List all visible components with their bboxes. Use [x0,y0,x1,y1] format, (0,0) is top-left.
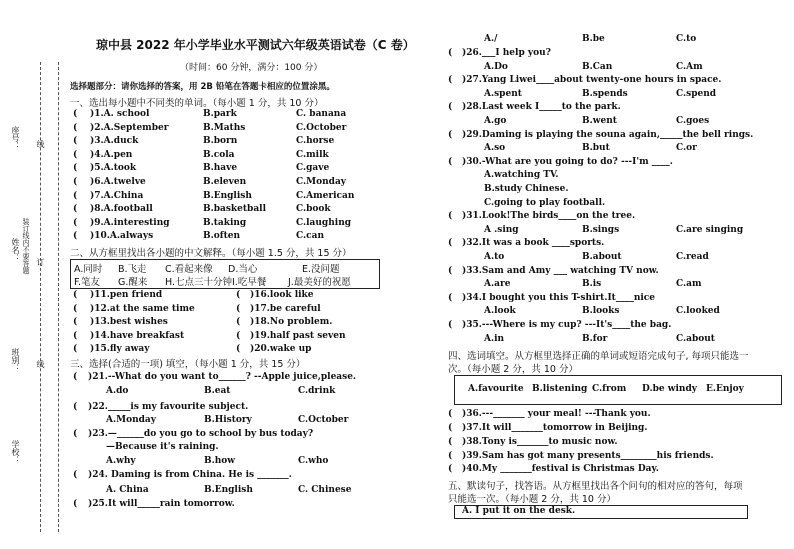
option: A. China [106,484,149,495]
option-item: B.飞走 [118,264,147,275]
answer-blank[interactable]: ( [73,330,78,341]
option: A.look [484,306,516,317]
option-item: D.当心 [228,264,258,275]
option-c: C.laughing [296,217,352,228]
option: C.read [676,252,709,262]
question-40: )40.My _______festival is Christmas Day. [462,464,659,475]
answer-blank[interactable]: ( [73,136,78,147]
option-b: B.eleven [203,177,247,187]
question-item: )15.fly away [90,344,150,355]
option: A.to [484,252,505,262]
option-item: A.同时 [74,264,103,275]
option: C.or [676,143,697,154]
question-number-option-a: )2.A.September [90,122,169,133]
option: B.Can [582,61,613,72]
option: C.who [298,456,329,466]
option-b: B.have [203,163,238,174]
question-item: )17.be careful [250,303,321,314]
option-c: C.October [296,122,347,133]
binding-line-inner [58,62,59,532]
line-marker-bottom: 线 [36,360,45,368]
option: C. Chinese [298,484,352,495]
option-c: C.gave [296,163,330,174]
exam-title: 琼中县 2022 年小学毕业水平测试六年级英语试卷（C 卷） [96,38,415,52]
answer-blank[interactable]: ( [73,177,78,187]
option: B.be [582,34,605,44]
option: B.History [204,415,252,425]
answer-blank[interactable]: ( [448,436,453,447]
question-item: )11.pen friend [90,290,163,300]
question-35: )35.---Where is my cup? ---It's____the bag. [462,320,672,330]
answer-blank[interactable]: ( [448,211,453,222]
answer-blank[interactable]: ( [73,470,78,480]
section3-heading: 三、选择(合适的一项) 填空，（每小题 1 分，共 15 分） [70,359,306,370]
question-33: )33.Sam and Amy ___ watching TV now. [462,265,659,276]
answer-blank[interactable]: ( [448,450,453,461]
option-c: C.horse [296,136,335,147]
question-number-option-a: )6.A.twelve [90,177,146,187]
option: B.how [204,456,236,466]
answer-blank[interactable]: ( [448,75,453,86]
option: B.spends [582,88,628,99]
option-c: C. banana [296,109,347,119]
question-number-option-a: )7.A.China [90,190,144,201]
question-30: )30.-What are you going to do? ---I'm ____. [462,156,673,167]
option-b: B.basketball [203,204,267,215]
answer-blank[interactable]: ( [448,423,453,433]
option: B.but [582,143,610,154]
answer-blank[interactable]: ( [73,372,78,382]
answer-blank[interactable]: ( [73,149,78,160]
answer-blank[interactable]: ( [448,292,453,303]
option: A .sing [484,224,519,235]
answer-blank[interactable]: ( [73,231,78,242]
option-item: F.笔友 [74,277,100,288]
question-item: )14.have breakfast [90,330,185,341]
seat-label: 座号： [11,126,20,150]
answer-blank[interactable]: ( [236,330,241,341]
option-c: C.book [296,204,331,215]
question-38: )38.Tony is_______to music now. [462,436,618,447]
section5-heading: 五、默读句子，找答语。从方框里找出各个问句的相对应的答句，每项 [448,481,743,493]
option-item: E.没问题 [302,264,340,275]
section1-heading: 一、选出每小题中不同类的单词。（每小题 1 分，共 10 分） [70,98,324,109]
answer-blank[interactable]: ( [236,303,241,314]
option: A./ [484,34,498,44]
binding-note: 装订线内不要答题 [22,218,30,274]
question-number-option-a: )9.A.interesting [90,217,170,228]
option: A.so [484,143,506,154]
answer-blank[interactable]: ( [236,317,241,328]
option: A.in [484,333,505,344]
answer-blank[interactable]: ( [236,344,241,355]
option-b: B.taking [203,217,247,228]
section2-heading: 二、从方框里找出各小题的中文解释。（每小题 1.5 分，共 15 分） [70,248,352,259]
option: B.sings [582,224,620,235]
question-number-option-a: )4.A.pen [90,149,133,160]
answer-blank[interactable]: ( [448,265,453,276]
option: C.am [676,279,702,290]
option: C.looked [676,306,720,317]
option-b: B.cola [203,149,235,160]
answer-blank[interactable]: ( [448,464,453,475]
answer-blank[interactable]: ( [448,48,453,58]
option: B.eat [204,385,231,396]
instruction-text: 选择题部分：请你选择的答案，用 2B 铅笔在答题卡相应的位置涂黑。 [70,82,335,92]
option-c: C.milk [296,149,329,160]
option: C.to [676,34,697,44]
question-29: )29.Daming is playing the souna again,_____the bell rings. [462,129,754,140]
option: B.looks [582,306,620,317]
question-item: )12.at the same time [90,303,195,314]
question-number-option-a: )10.A.always [90,231,154,242]
question-37: )37.It will_______tomorrow in Beijing. [462,423,648,433]
option-b: B.park [203,109,237,119]
option: B.went [582,116,617,126]
option-item: B.listening [532,384,588,395]
question-number-option-a: )5.A.took [90,163,137,174]
question-24: )24. Daming is from China. He is _______. [88,470,292,480]
answer-blank[interactable]: ( [73,290,78,300]
question-39: )39.Sam has got many presents________his friends. [462,450,714,461]
option: A.go [484,116,507,126]
exam-subtitle: （时间：60 分钟，满分：100 分） [180,63,323,73]
section4-heading: 四、选词填空。从方框里选择正确的单词或短语完成句子, 每项只能选一 [448,351,749,363]
option-c: C.can [296,231,324,242]
option-item: C.看起来像 [165,264,213,275]
question-number-option-a: )8.A.football [90,204,153,215]
option: C.October [298,415,349,425]
answer-blank[interactable]: ( [448,129,453,140]
question-22: )22._____is my favourite subject. [88,401,249,412]
answer-blank[interactable]: ( [448,238,453,249]
option: A.Do [484,61,508,72]
option: C.goes [676,116,710,126]
option: C.drink [298,385,336,396]
question-32: )32.It was a book ____sports. [462,238,605,249]
class-label: 班别： [11,348,20,372]
answer-blank[interactable]: ( [236,290,241,300]
option-b: B.often [203,231,241,242]
question-21: )21.--What do you want to______? --Apple juice,please. [88,372,357,382]
option: B.for [582,333,608,344]
school-label: 学校： [11,440,20,464]
question-36: )36.---_______ your meal! ---Thank you. [462,409,651,420]
option: A.are [484,279,511,290]
option-item: E.Enjoy [706,384,744,395]
line-marker-top: 线 [36,140,45,148]
section5-heading-cont: 只能选一次。（每小题 2 分，共 10 分） [448,494,616,506]
option-item: D.be windy [642,384,698,395]
option: A.spent [484,88,522,99]
answer-blank[interactable]: ( [73,401,78,412]
answer-blank[interactable]: ( [73,317,78,328]
question-item: )16.look like [250,290,314,300]
answer-blank[interactable]: ( [448,156,453,167]
answer-blank[interactable]: ( [448,320,453,330]
answer-blank[interactable]: ( [73,122,78,133]
answer-blank[interactable]: ( [73,303,78,314]
answer-blank[interactable]: ( [73,429,78,439]
option: B.English [204,484,253,495]
question-number-option-a: )3.A.duck [90,136,139,147]
option: A.why [106,456,136,466]
question-number-option-a: )1.A. school [90,109,150,119]
answer-blank[interactable]: ( [73,190,78,201]
option-item: J.最美好的祝愿 [288,277,351,288]
option-b: B.born [203,136,238,147]
option: A.Monday [106,415,156,425]
section4-heading-cont: 次。（每小题 2 分，共 10 分） [448,364,578,376]
question-28: )28.Last week I_____to the park. [462,102,621,113]
option: C.spend [676,88,717,99]
option: C.about [676,333,715,344]
question-item: )20.wake up [250,344,312,355]
question-item: )18.No problem. [250,317,333,328]
option: C.Am [676,61,703,72]
answer-blank[interactable]: ( [73,109,78,119]
answer-blank[interactable]: ( [73,204,78,215]
option-c: C.American [296,190,355,201]
option: A.do [106,385,129,396]
option-item: A.favourite [468,384,524,395]
option-item: H.七点三十分钟 [165,277,232,288]
option: B.is [582,279,602,290]
option-item: C.from [592,384,627,395]
answer-blank[interactable]: ( [73,344,78,355]
question-25: )25.It will_____rain tomorrow. [88,498,235,509]
question-23-reply: —Because it's raining. [106,442,219,452]
option: C.are singing [676,224,744,235]
option-item: G.醒来 [118,277,148,288]
option-item: A. I put it on the desk. [462,506,576,517]
answer-blank[interactable]: ( [448,409,453,420]
question-27: )27.Yang Liwei____about twenty-one hours in space. [462,75,722,86]
option-b: B.English [203,190,252,201]
answer-blank[interactable]: ( [73,217,78,228]
question-23: )23.—______do you go to school by bus today? [88,429,314,439]
question-34: )34.I bought you this T-shirt.It____nice [462,292,655,303]
question-26: )26.___I help you? [462,48,551,58]
answer-blank[interactable]: ( [73,163,78,174]
option-c: C.Monday [296,177,347,187]
question-item: )13.best wishes [90,317,168,328]
option-b: B.Maths [203,122,246,133]
line-marker-mid: 订 [36,258,45,266]
name-label: 姓名： [11,238,20,262]
question-item: )19.half past seven [250,330,346,341]
option: A.watching TV. [484,170,559,181]
option: B.about [582,252,622,262]
option: C.going to play football. [484,197,606,208]
binding-line-outer [40,62,41,532]
option-item: I.吃早餐 [232,277,267,288]
answer-blank[interactable]: ( [73,498,78,509]
answer-blank[interactable]: ( [448,102,453,113]
option: B.study Chinese. [484,184,569,194]
question-31: )31.Look!The birds____on the tree. [462,211,636,222]
